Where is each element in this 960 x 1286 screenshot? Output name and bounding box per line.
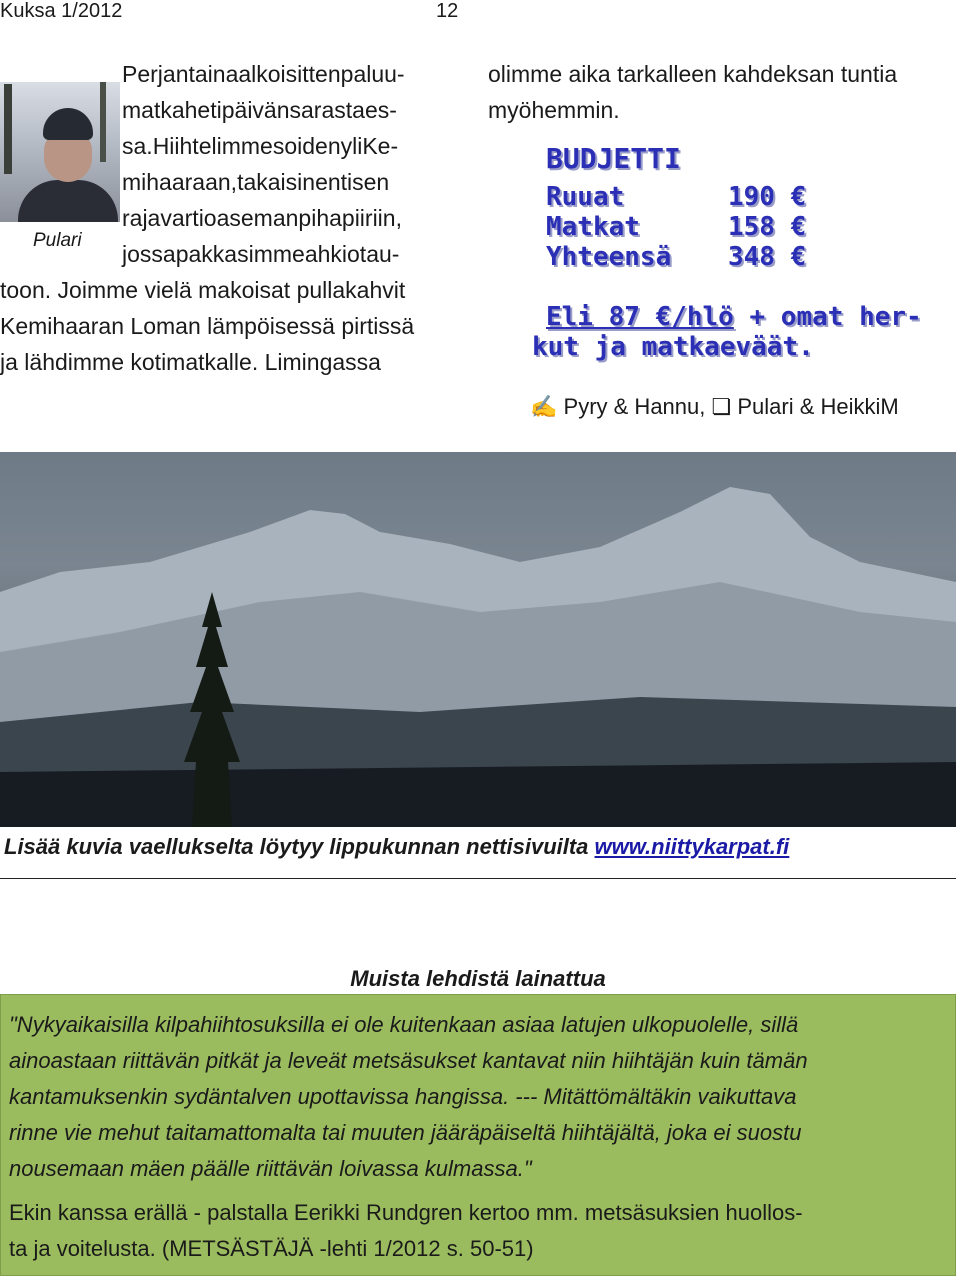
article-line: myöhemmin.	[488, 97, 620, 123]
background-tree	[4, 84, 12, 174]
portrait-photo	[0, 82, 120, 222]
budget-amount-travel: 158 €	[728, 212, 807, 242]
photo-coat	[18, 180, 118, 222]
article-left-wrapped	[122, 56, 466, 272]
photo-caption: Pulari	[33, 230, 82, 251]
article-line: jossapakkasimmeahkiotau-	[122, 241, 400, 267]
quote-text	[9, 1007, 949, 1187]
budget-title: BUDJETTI	[546, 142, 681, 175]
budget-label-travel: Matkat	[546, 212, 640, 242]
background-tree	[100, 82, 106, 162]
article-line: Kemihaaran Loman lämpöisessä pirtissä	[0, 313, 415, 339]
pen-icon: ✍	[530, 394, 558, 419]
author-credits	[530, 394, 899, 420]
authors: Pyry & Hannu,	[563, 394, 706, 419]
budget-label-total: Yhteensä	[546, 242, 672, 272]
quote-source-note	[9, 1195, 949, 1267]
photo-hat	[43, 108, 93, 140]
budget-amount-food: 190 €	[728, 182, 807, 212]
publication-title: Kuksa 1/2012	[0, 0, 123, 22]
article-line: sa.HiihtelimmesoidenyliKe-	[122, 133, 399, 159]
article-line: Perjantainaalkoisittenpaluu-	[122, 61, 405, 87]
budget-note-rest: + omat her-	[733, 302, 922, 332]
page-number: 12	[436, 0, 459, 22]
budget-note-per-person: Eli 87 €/hlö	[546, 302, 734, 332]
article-left-full	[0, 272, 466, 380]
article-line: olimme aika tarkalleen kahdeksan tuntia	[488, 61, 898, 87]
quote-line: nousemaan mäen päälle riittävän loivassa kulmassa."	[9, 1156, 532, 1181]
more-photos-text: Lisää kuvia vaellukselta löytyy lippukunnan nettisivuilta	[4, 834, 595, 859]
budget-note-line2: kut ja matkaeväät.	[532, 332, 814, 362]
article-line: rajavartioasemanpihapiiriin,	[122, 205, 402, 231]
section-divider	[0, 878, 956, 879]
article-line: toon. Joimme vielä makoisat pullakahvit	[0, 277, 406, 303]
quote-line: ainoastaan riittävän pitkät ja leveät metsäsukset kantavat niin hiihtäjän kuin tämän	[9, 1048, 808, 1073]
more-photos-note	[4, 834, 789, 860]
article-line: ja lähdimme kotimatkalle. Limingassa	[0, 349, 381, 375]
note-line: ta ja voitelusta. (METSÄSTÄJÄ -lehti 1/2012 s. 50-51)	[9, 1236, 534, 1261]
snowy-fell-illustration	[0, 452, 956, 827]
quote-line: kantamuksenkin sydäntalven upottavissa hangissa. --- Mitättömältäkin vaikuttava	[9, 1084, 797, 1109]
article-line: matkahetipäivänsarastaes-	[122, 97, 397, 123]
note-line: Ekin kanssa erällä - palstalla Eerikki Rundgren kertoo mm. metsäsuksien huollos-	[9, 1200, 803, 1225]
budget-note	[546, 302, 922, 332]
quote-line: "Nykyaikaisilla kilpahiihtosuksilla ei ole kuitenkaan asiaa latujen ulkopuolelle, sillä	[9, 1012, 799, 1037]
quote-line: rinne vie mehut taitamattomalta tai muuten jääräpäiseltä hiihtäjältä, joka ei suostu	[9, 1120, 802, 1145]
article-line: mihaaraan,takaisinentisen	[122, 169, 390, 195]
website-link[interactable]: www.niittykarpat.fi	[594, 834, 790, 859]
mountain-photo	[0, 452, 956, 827]
photographers: Pulari & HeikkiM	[737, 394, 899, 419]
quote-box-title: Muista lehdistä lainattua	[350, 966, 606, 991]
quote-box	[0, 994, 956, 1276]
budget-amount-total: 348 €	[728, 242, 807, 272]
box-icon: ❏	[711, 394, 732, 419]
budget-label-food: Ruuat	[546, 182, 625, 212]
article-right	[488, 56, 958, 128]
